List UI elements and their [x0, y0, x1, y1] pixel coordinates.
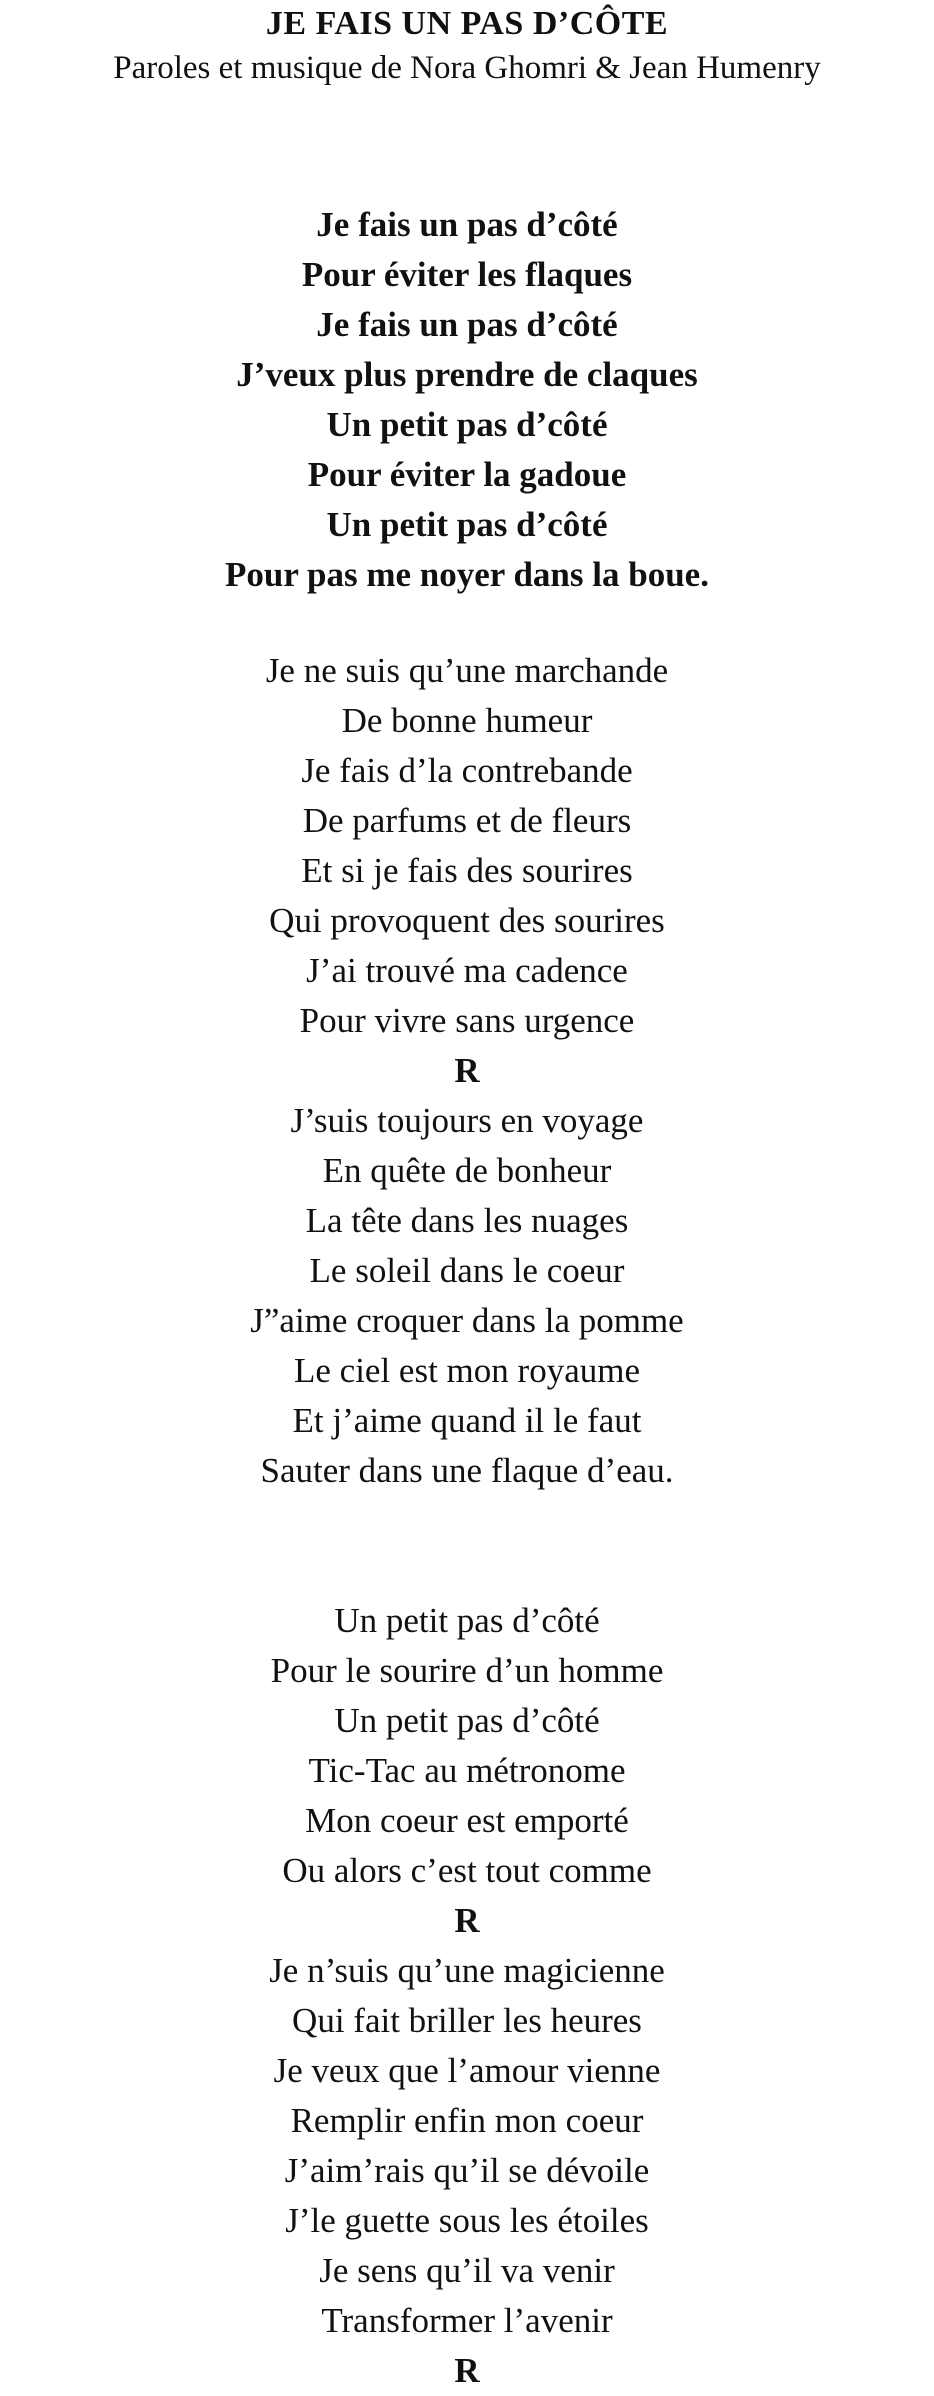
- song-credits: Paroles et musique de Nora Ghomri & Jean Humenry: [113, 50, 821, 86]
- lyric-line: Pour éviter la gadoue: [307, 455, 627, 494]
- song-header: [0, 0, 934, 90]
- lyric-line: En quête de bonheur: [322, 1151, 612, 1190]
- refrain-marker: R: [454, 1051, 480, 1090]
- lyric-line: Je fais d’la contrebande: [301, 751, 633, 790]
- lyric-line: La tête dans les nuages: [305, 1201, 629, 1240]
- chorus-stanza: [0, 200, 934, 600]
- lyric-line: Je sens qu’il va venir: [319, 2251, 615, 2290]
- lyric-line: Tic-Tac au métronome: [308, 1751, 626, 1790]
- lyric-line: Je veux que l’amour vienne: [273, 2051, 661, 2090]
- verse-3: [0, 1596, 934, 1896]
- verse-2: [0, 1096, 934, 1496]
- lyric-line: De parfums et de fleurs: [302, 801, 632, 840]
- lyric-line: Qui provoquent des sourires: [269, 901, 665, 940]
- lyric-line: Et si je fais des sourires: [301, 851, 633, 890]
- lyric-line: Je ne suis qu’une marchande: [265, 651, 669, 690]
- song-title: JE FAIS UN PAS D’CÔTE: [265, 5, 669, 42]
- refrain-marker: R: [454, 2351, 480, 2390]
- lyric-line: Un petit pas d’côté: [334, 1701, 600, 1740]
- lyric-line: Qui fait briller les heures: [292, 2001, 642, 2040]
- lyric-line: J’ai trouvé ma cadence: [306, 951, 628, 990]
- lyric-line: Transformer l’avenir: [321, 2301, 613, 2340]
- lyric-line: J’veux plus prendre de claques: [236, 355, 698, 394]
- lyric-line: Le ciel est mon royaume: [294, 1351, 640, 1390]
- lyric-line: Le soleil dans le coeur: [309, 1251, 625, 1290]
- lyric-line: Je fais un pas d’côté: [316, 205, 618, 244]
- lyric-line: Un petit pas d’côté: [326, 405, 608, 444]
- lyric-line: Mon coeur est emporté: [305, 1801, 629, 1840]
- lyric-line: J’suis toujours en voyage: [290, 1101, 644, 1140]
- lyric-line: J”aime croquer dans la pomme: [250, 1301, 684, 1340]
- lyric-line: Pour pas me noyer dans la boue.: [225, 555, 709, 594]
- lyric-line: Sauter dans une flaque d’eau.: [260, 1451, 674, 1490]
- lyric-line: Et j’aime quand il le faut: [292, 1401, 642, 1440]
- verse-1: [0, 646, 934, 1046]
- lyric-line: Pour vivre sans urgence: [299, 1001, 635, 1040]
- lyric-line: Je fais un pas d’côté: [316, 305, 618, 344]
- lyric-line: J’aim’rais qu’il se dévoile: [284, 2151, 650, 2190]
- verse-4: [0, 1946, 934, 2346]
- lyric-line: Ou alors c’est tout comme: [282, 1851, 652, 1890]
- lyric-line: Un petit pas d’côté: [326, 505, 608, 544]
- lyric-line: Pour le sourire d’un homme: [270, 1651, 664, 1690]
- lyric-line: De bonne humeur: [341, 701, 593, 740]
- lyric-line: J’le guette sous les étoiles: [285, 2201, 649, 2240]
- lyric-line: Je n’suis qu’une magicienne: [269, 1951, 665, 1990]
- lyric-line: Remplir enfin mon coeur: [290, 2101, 644, 2140]
- lyric-line: Un petit pas d’côté: [334, 1601, 600, 1640]
- lyric-line: Pour éviter les flaques: [301, 255, 633, 294]
- refrain-marker: R: [454, 1901, 480, 1940]
